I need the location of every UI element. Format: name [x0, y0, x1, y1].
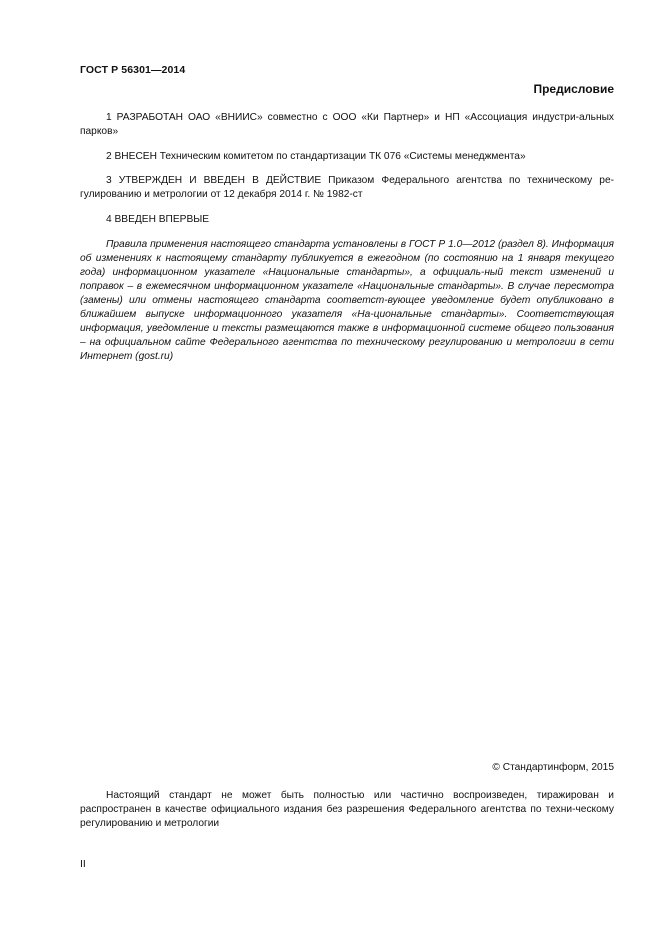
preface-item-1	[80, 111, 614, 139]
reproduction-notice	[80, 789, 614, 831]
reproduction-notice-text: Настоящий стандарт не может быть полностью или частично воспроизведен, тиражирован и распространен в качестве официального издания без разрешения Федерального агентства по техни-ческому регулированию и метрологии	[80, 790, 614, 829]
preface-item-4	[80, 213, 614, 227]
application-rules-notice	[80, 238, 614, 364]
preface-item-text: 2 ВНЕСЕН Техническим комитетом по стандартизации ТК 076 «Системы менеджмента»	[106, 151, 526, 162]
copyright-line: © Стандартинформ, 2015	[492, 762, 614, 773]
notice-text: Правила применения настоящего стандарта установлены в ГОСТ Р 1.0—2012 (раздел 8). Информация об изменениях к настоящему стандарту публикуется в ежегодном (по состоянию на 1 января текущего года) информационном указателе «Национальные стандарты», а официаль-ный текст изменений и поправок – в ежемесячном информационном указателе «Национальные стандарты». В случае пересмотра (замены) или отмены настоящего стандарта соответст-вующее уведомление будет опубликовано в ближайшем выпуске информационного указателя «На-циональные стандарты». Соответствующая информация, уведомление и тексты размещаются также в информационной системе общего пользования – на официальном сайте Федерального агентства по техническому регулированию и метрологии в сети Интернет (gost.ru)	[80, 239, 614, 362]
preface-item-text: 1 РАЗРАБОТАН ОАО «ВНИИС» совместно с ООО «Ки Партнер» и НП «Ассоциация индустри-альных парков»	[80, 112, 614, 137]
preface-title-text: Предисловие	[533, 82, 614, 96]
standard-code-header: ГОСТ Р 56301—2014	[80, 64, 186, 76]
preface-item-text: 3 УТВЕРЖДЕН И ВВЕДЕН В ДЕЙСТВИЕ Приказом Федерального агентства по техническому ре-гулированию и метрологии от 12 декабря 2014 г. № 1982-ст	[80, 175, 614, 200]
page-number: II	[80, 858, 86, 870]
preface-item-2	[80, 150, 614, 164]
preface-item-text: 4 ВВЕДЕН ВПЕРВЫЕ	[106, 214, 210, 225]
preface-item-3	[80, 174, 614, 202]
preface-title	[80, 82, 614, 96]
